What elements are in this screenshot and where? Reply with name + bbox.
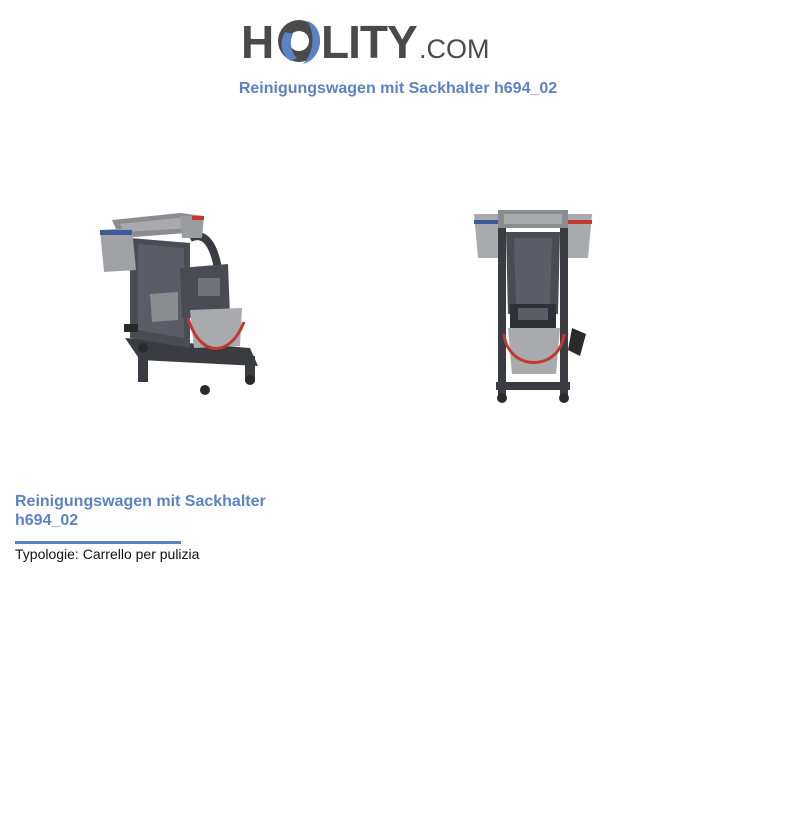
cleaning-cart-front-view-icon: [468, 204, 598, 406]
svg-text:.COM: .COM: [419, 34, 490, 64]
logo-o-mark: [278, 20, 320, 64]
cleaning-cart-side-view-icon: [80, 198, 270, 403]
svg-text:LITY: LITY: [321, 16, 417, 68]
holity-logo[interactable]: [241, 12, 490, 68]
page-title: Reinigungswagen mit Sackhalter h694_02: [238, 80, 558, 97]
product-title-line2: h694_02: [15, 512, 79, 529]
product-title: [15, 492, 305, 530]
typology-label: Typologie:: [15, 546, 79, 562]
typology-value: Carrello per pulizia: [82, 546, 200, 562]
typology-line: [15, 546, 199, 563]
product-title-line1: Reinigungswagen mit Sackhalter: [15, 493, 266, 510]
svg-text:H: H: [241, 16, 275, 68]
title-divider: [15, 541, 181, 544]
